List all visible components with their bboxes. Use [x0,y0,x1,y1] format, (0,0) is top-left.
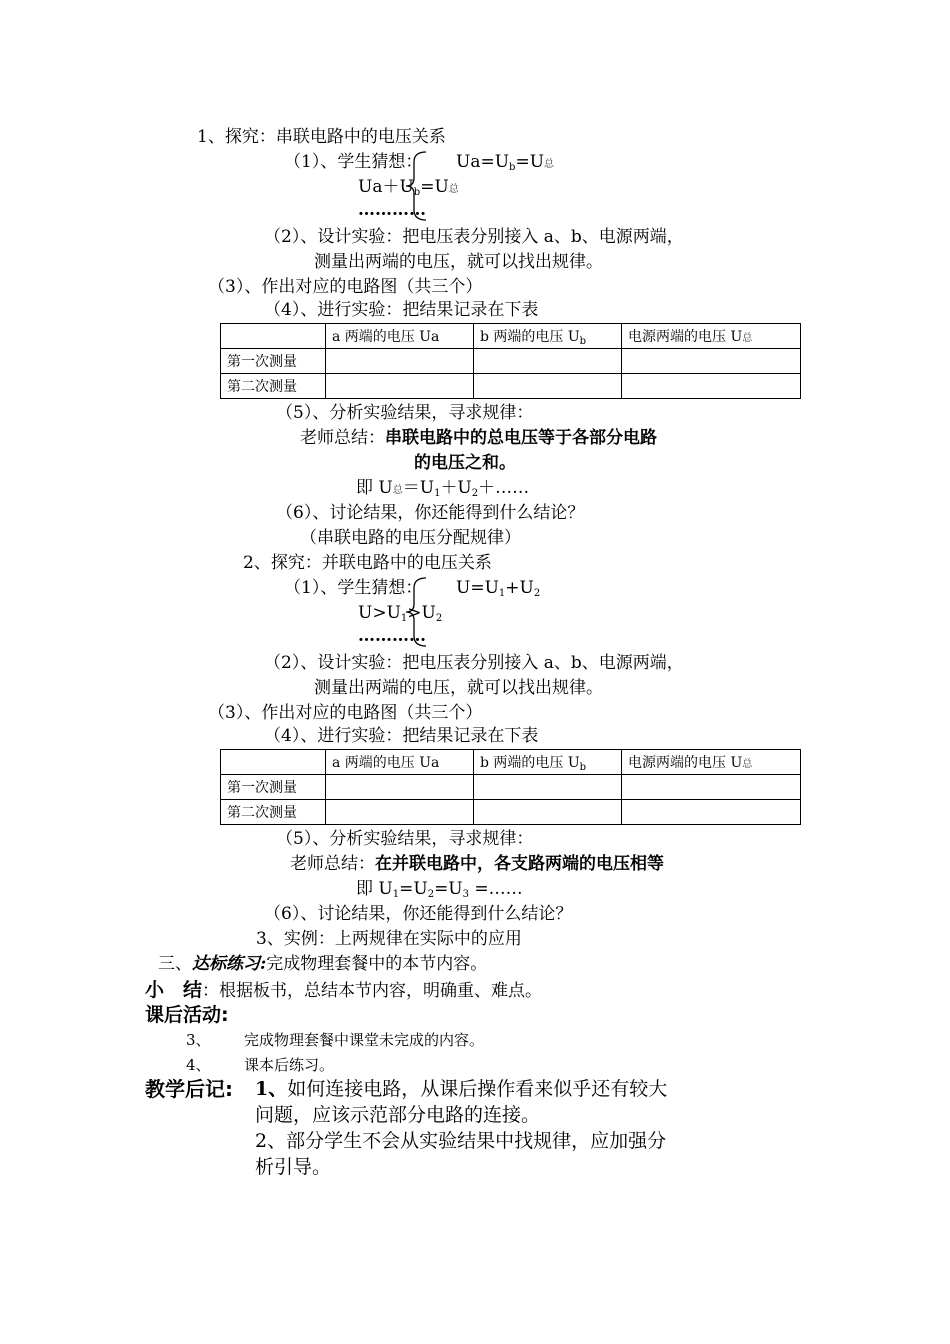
table-header-cell [221,324,326,349]
table-cell [326,374,474,399]
series-guess-label: （1）、学生猜想： [284,152,423,172]
table-header-cell: 电源两端的电压 U总 [622,750,801,775]
brace-icon [404,150,434,222]
parallel-discuss: （6）、讨论结果，你还能得到什么结论？ [264,904,573,924]
table-header-cell: b 两端的电压 $U_b$ [474,324,622,349]
parallel-table [220,749,801,825]
brace-icon [404,576,434,648]
series-design-1: （2）、设计实验：把电压表分别接入 a、b、电源两端， [264,227,684,247]
reflection-item-2: 2、部分学生不会从实验结果中找规律，应加强分 [255,1130,667,1152]
parallel-formula: 即 $U_1=U_2=U_3$ =…… [356,879,523,900]
table-cell [474,374,622,399]
series-design-2: 测量出两端的电压，就可以找出规律。 [314,252,603,272]
parallel-guess-3: ………… [358,626,426,646]
series-heading: 1、探究：串联电路中的电压关系 [197,127,446,147]
reflection-item-1: 1、如何连接电路，从课后操作看来似乎还有较大 [255,1078,668,1100]
table-row [221,800,801,825]
after-class-item-num: 4、 [186,1056,211,1074]
table-row [221,349,801,374]
series-analyze: （5）、分析实验结果，寻求规律： [276,403,534,423]
after-class-item: 课本后练习。 [244,1056,335,1074]
table-cell [326,349,474,374]
table-row-label: 第二次测量 [221,374,326,399]
table-row-label: 第二次测量 [221,800,326,825]
table-header-row [221,750,801,775]
parallel-guess-2: $U>U_1>U_2$ [358,603,443,624]
series-guess-3: ………… [358,200,426,220]
series-diagram: （3）、作出对应的电路图（共三个） [208,277,483,297]
after-class-item-num: 3、 [186,1031,211,1049]
table-cell [474,349,622,374]
table-cell [326,775,474,800]
table-row-label: 第一次测量 [221,775,326,800]
table-header-cell: a 两端的电压 Ua [326,750,474,775]
series-formula: 即 U总$=U_1+U_2+\dots\dots$ [356,478,530,499]
parallel-design-2: 测量出两端的电压，就可以找出规律。 [314,678,603,698]
table-row [221,374,801,399]
summary-line: 小 结：根据板书，总结本节内容，明确重、难点。 [145,979,543,1001]
table-header-cell [221,750,326,775]
table-header-cell: b 两端的电压 $U_b$ [474,750,622,775]
table-row-label: 第一次测量 [221,349,326,374]
series-note: （串联电路的电压分配规律） [300,528,521,548]
table-cell [622,775,801,800]
after-class-item: 完成物理套餐中课堂未完成的内容。 [244,1031,485,1049]
table-row [221,775,801,800]
table-cell [326,800,474,825]
after-class-heading: 课后活动: [145,1004,229,1026]
series-guess-1: $Ua=U_b=U$总 [456,152,555,173]
series-teacher-summary: 老师总结：串联电路中的总电压等于各部分电路 [300,428,657,448]
table-cell [622,349,801,374]
example-line: 3、实例：上两规律在实际中的应用 [256,929,522,949]
reflection-item-2-cont: 析引导。 [255,1156,332,1178]
series-guess-2: $Ua+U_b=U$总 [358,177,459,198]
table-cell [622,374,801,399]
parallel-guess-1: $U=U_1+U_2$ [456,578,541,599]
reflection-item-1-cont: 问题，应该示范部分电路的连接。 [255,1104,541,1126]
parallel-experiment: （4）、进行实验：把结果记录在下表 [264,726,539,746]
table-cell [474,775,622,800]
parallel-heading: 2、探究：并联电路中的电压关系 [243,553,492,573]
series-teacher-summary-2: 的电压之和。 [414,453,516,473]
table-cell [474,800,622,825]
series-discuss: （6）、讨论结果，你还能得到什么结论？ [276,503,585,523]
parallel-diagram: （3）、作出对应的电路图（共三个） [208,703,483,723]
table-cell [622,800,801,825]
parallel-analyze: （5）、分析实验结果，寻求规律： [276,829,534,849]
series-experiment: （4）、进行实验：把结果记录在下表 [264,300,539,320]
parallel-guess-label: （1）、学生猜想： [284,578,423,598]
parallel-design-1: （2）、设计实验：把电压表分别接入 a、b、电源两端， [264,653,684,673]
table-header-row [221,324,801,349]
practice-line: 三、达标练习:完成物理套餐中的本节内容。 [158,954,488,974]
parallel-teacher-summary: 老师总结：在并联电路中，各支路两端的电压相等 [290,854,664,874]
table-header-cell: 电源两端的电压 U总 [622,324,801,349]
table-header-cell: a 两端的电压 Ua [326,324,474,349]
reflection-heading: 教学后记: [145,1077,233,1101]
series-table [220,323,801,399]
